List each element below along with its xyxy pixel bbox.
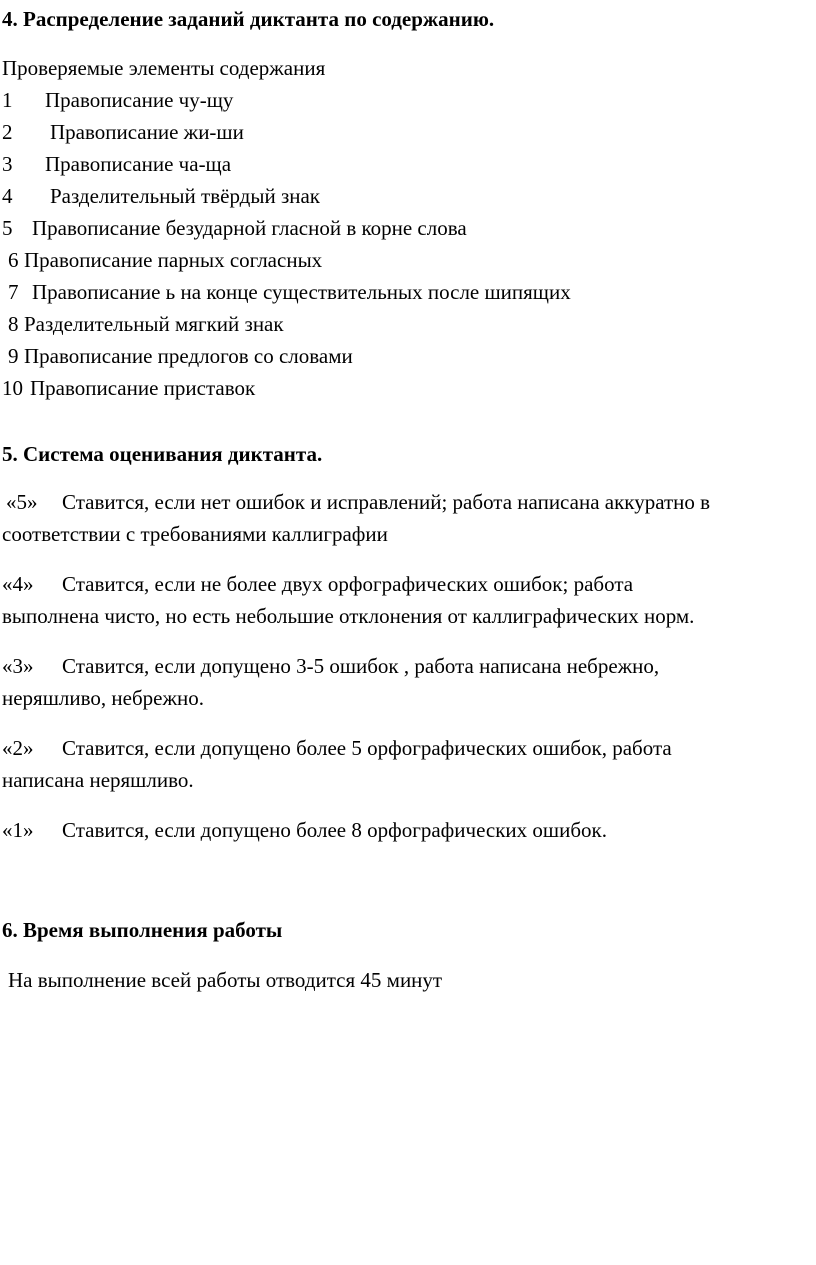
grade-description: Ставится, если допущено более 5 орфографических ошибок, работа: [62, 736, 672, 760]
section-4-heading: 4. Распределение заданий диктанта по содержанию.: [2, 7, 495, 31]
grade-row-5: [0, 486, 816, 550]
item-text: Разделительный твёрдый знак: [50, 184, 321, 208]
item-text: Правописание чу-щу: [45, 88, 234, 112]
item-number: 3: [2, 152, 13, 176]
item-text: Разделительный мягкий знак: [24, 312, 284, 336]
grade-description-continued: соответствии с требованиями каллиграфии: [2, 522, 388, 546]
grade-description: Ставится, если нет ошибок и исправлений; работа написана аккуратно в: [62, 490, 711, 514]
item-text: Правописание ча-ща: [45, 152, 232, 176]
list-item: [8, 248, 322, 272]
section-6-heading: 6. Время выполнения работы: [2, 918, 283, 942]
grade-row-4: [0, 568, 816, 632]
item-text: Правописание ь на конце существительных после шипящих: [32, 280, 571, 304]
list-item: [8, 344, 353, 368]
item-number: 2: [2, 120, 13, 144]
item-text: Правописание безударной гласной в корне слова: [32, 216, 467, 240]
item-number: 7: [8, 280, 19, 304]
list-item: [2, 88, 233, 112]
grade-row-1: [0, 814, 816, 846]
list-item: [2, 376, 255, 400]
list-item: [8, 280, 571, 304]
grade-mark: «1»: [2, 818, 34, 842]
item-number: 6: [8, 248, 19, 272]
item-text: Правописание приставок: [30, 376, 256, 400]
item-number: 10: [2, 376, 23, 400]
item-text: Правописание предлогов со словами: [24, 344, 353, 368]
grade-mark: «3»: [2, 654, 34, 678]
list-item: [2, 216, 467, 240]
list-item: [2, 152, 231, 176]
grade-description-continued: выполнена чисто, но есть небольшие отклонения от каллиграфических норм.: [2, 604, 695, 628]
item-text: Правописание жи-ши: [50, 120, 244, 144]
grade-mark: «5»: [6, 490, 38, 514]
grade-description: Ставится, если допущено 3-5 ошибок , работа написана небрежно,: [62, 654, 660, 678]
list-item: [2, 120, 244, 144]
content-elements-intro: Проверяемые элементы содержания: [2, 56, 326, 80]
grade-row-3: [0, 650, 816, 714]
grade-description-continued: написана неряшливо.: [2, 768, 194, 792]
grade-row-2: [0, 732, 816, 796]
time-allotted-text: На выполнение всей работы отводится 45 минут: [8, 968, 443, 992]
item-number: 5: [2, 216, 13, 240]
grade-description: Ставится, если не более двух орфографических ошибок; работа: [62, 572, 634, 596]
list-item: [8, 312, 284, 336]
grade-description-continued: неряшливо, небрежно.: [2, 686, 204, 710]
item-number: 4: [2, 184, 13, 208]
list-item: [2, 184, 320, 208]
section-5-heading: 5. Система оценивания диктанта.: [2, 442, 323, 466]
item-number: 9: [8, 344, 19, 368]
item-text: Правописание парных согласных: [24, 248, 323, 272]
grade-mark: «4»: [2, 572, 34, 596]
item-number: 8: [8, 312, 19, 336]
grade-mark: «2»: [2, 736, 34, 760]
item-number: 1: [2, 88, 13, 112]
grade-description: Ставится, если допущено более 8 орфографических ошибок.: [62, 818, 607, 842]
